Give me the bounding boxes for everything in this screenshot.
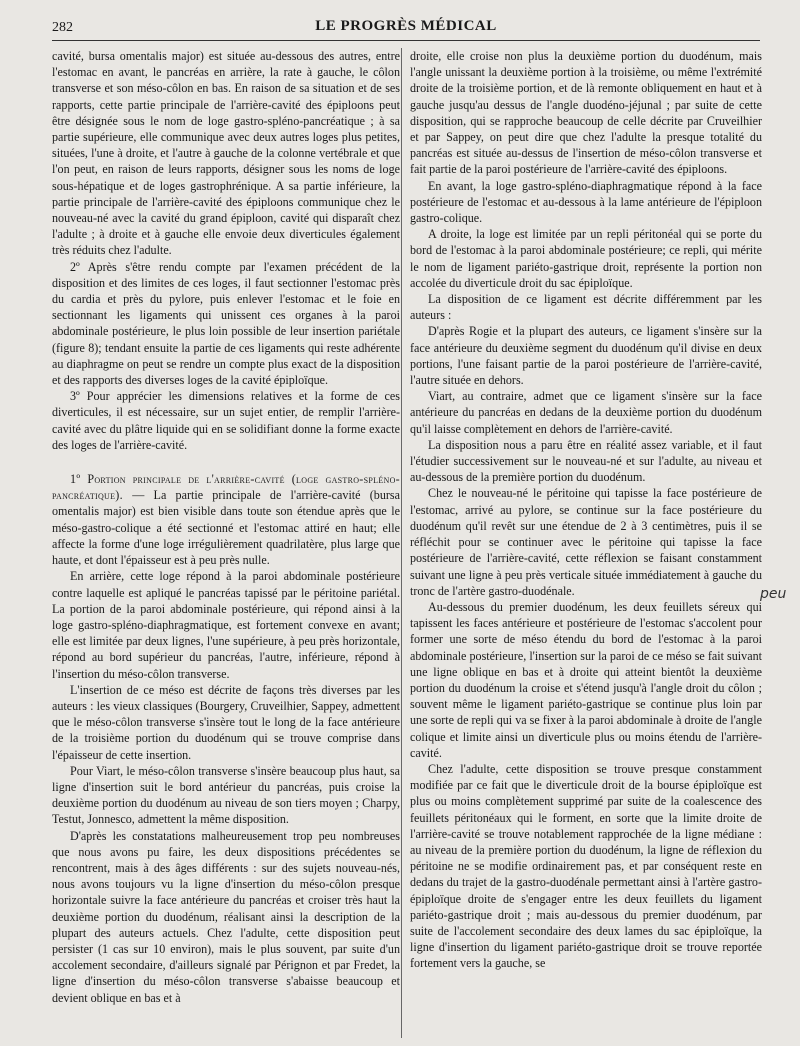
right-column (410, 48, 762, 972)
paragraph-text: — La partie principale de l'arrière-cavité (bursa omentalis major) est bien visible dans toute son étendue après que le méso-gastro-colique a été sectionné et l'estomac attiré en haut; elle affecte la forme d'une loge irrégulièrement quadrilatère, plus large que haute, et dont l'épaisseur est à peu près nulle. (52, 488, 400, 568)
page-header (52, 18, 760, 41)
paragraph: 3º Pour apprécier les dimensions relatives et la forme de ces diverticules, il est nécessaire, sur un sujet entier, de remplir l'arrière-cavité avec du plâtre liquide qui en se solidifiant donne la forme exacte des loges de l'arrière-cavité. (52, 389, 400, 452)
paragraph: En arrière, cette loge répond à la paroi abdominale postérieure contre laquelle est apliqué le pancréas tapissé par le péritoine pariétal. La portion de la paroi abdominale postérieure, qui répond ainsi à la loge gastro-spléno-diaphragmatique, est fortement convexe en avant; elle est limitée par deux lignes, l'une supérieure, à peu près horizontale, répond au bord supérieur du pancréas, l'autre, inférieure, répond à l'insertion du méso-côlon transverse. (52, 569, 400, 681)
paragraph: L'insertion de ce méso est décrite de façons très diverses par les auteurs : les vieux classiques (Bourgery, Cruveilhier, Sappey, admettent que le méso-côlon transverse s'insère tout le long de la face antérieure de la troisième portion du duodénum qui se trouve comprise dans l'épaisseur de cette insertion. (52, 682, 400, 762)
paragraph: Chez l'adulte, cette disposition se trouve presque constamment modifiée par ce fait que le diverticule droit de la bourse épiploïque est plus ou moins complètement supprimé par suite de la coalescence des feuillets péritonéaux qui le forment, en sorte que la limite droite de l'arrière-cavité se trouve notablement rapprochée de la ligne médiane : au niveau de la première portion du duodénum, la ligne de réflexion du péritoine ne se modifie ordinairement pas, et par conséquent reste en dedans du trajet de la gastro-duodénale permettant ainsi à l'artère gastro-épiploïque droite de s'engager entre les deux feuillets du ligament pariéto-gastrique droit ; mais au-dessous du premier duodénum, par suite de l'accolement secondaire des deux lames du sac épiploïque, la ligne d'insertion du ligament pariéto-gastrique droit se trouve reportée fortement vers la gauche, se (410, 761, 762, 971)
handwritten-margin-note: peu (760, 586, 787, 602)
paragraph: D'après les constatations malheureusement trop peu nombreuses que nous avons pu faire, les deux dispositions précédentes se rencontrent, mais à des âges différents : sur des sujets nouveau-nés, nous avons toujours vu la ligne d'insertion du méso-côlon presque horizontale suivre la face antérieure du pancréas et croiser très haut la deuxième portion du duodénum, réalisant ainsi la description de la plupart des auteurs actuels. Chez l'adulte, cette disposition peut persister (1 cas sur 10 environ), mais le plus souvent, par suite d'un accolement secondaire, d'ailleurs signalé par Pérignon et par Fredet, la ligne d'insertion du méso-côlon transverse s'abaisse beaucoup et devient oblique en bas et à (52, 828, 400, 1005)
paragraph: La disposition nous a paru être en réalité assez variable, et il faut l'étudier successivement sur le nouveau-né et sur l'adulte, au niveau et au-dessous de la première portion du duodénum. (410, 437, 762, 485)
paragraph: 2º Après s'être rendu compte par l'examen précédent de la disposition et des limites de ces loges, il faut sectionner l'estomac près du cardia et près du pylore, puis enlever l'estomac et le foie en sectionnant les ligaments qui unissent ces organes à la paroi abdominale postérieure, le plus loin possible de leur insertion pariétale (figure 8); tendant ensuite la partie de ces ligaments qui reste adhérente au diaphragme on peut se rendre un compte plus exact de la disposition et des rapports des diverses loges de la cavité épiploïque. (52, 259, 400, 388)
paragraph: cavité, bursa omentalis major) est située au-dessous des autres, entre l'estomac en avant, le pancréas en arrière, la rate à gauche, le côlon transverse et son méso-côlon en bas. En raison de sa situation et de ses rapports, cette partie principale de l'arrière-cavité des épiploons peut être désignée sous le nom de loge gastro-spléno-pancréatique ; à sa partie supérieure, elle communique avec deux autres loges plus petites, situées, l'une à droite, et l'autre à gauche de la colonne vertébrale et que l'on peut, en raison de leurs rapports, désigner sous les noms de loge sous-hépatique et de loges gastrophrénique. A sa partie inférieure, la partie principale de l'arrière-cavité des épiploons communique chez le nouveau-né avec la cavité du grand épiploon, cavité qui disparaît chez l'adulte ; à droite et à gauche elle envoie deux diverticules également très réduits chez l'adulte. (52, 49, 400, 258)
paragraph: Au-dessous du premier duodénum, les deux feuillets séreux qui tapissent les faces antérieure et postérieure de l'estomac s'accolent pour former une sorte de méso étendu du bord de l'estomac à la paroi abdominale postérieure, l'insertion sur la paroi de ce méso se fait suivant une ligne oblique en bas et à droite qui atteint bientôt la deuxième portion du duodénum la croise et s'étend jusqu'à l'angle droit du côlon ; souvent même le ligament pariéto-gastrique se continue plus loin par une sorte de repli qui va se fixer à la paroi abdominale à droite de l'angle colique et limite ainsi un diverticule plus ou moins étendu de l'arrière-cavité. (410, 599, 762, 760)
paragraph: Viart, au contraire, admet que ce ligament s'insère sur la face antérieure du pancréas en dedans de la deuxième portion du duodénum qu'il laisse complètement en dehors de l'arrière-cavité. (410, 389, 762, 436)
paragraph: En avant, la loge gastro-spléno-diaphragmatique répond à la face postérieure de l'estomac et au-dessous à la lame antérieure de l'épiploon gastro-colique. (410, 178, 762, 226)
paragraph: droite, elle croise non plus la deuxième portion du duodénum, mais l'angle unissant la deuxième portion à la troisième, ou même l'extrémité droite de la troisième portion, et de là remonte obliquement en haut et à gauche jusqu'au dessus de l'angle duodéno-jéjunal ; par suite de cette disposition, qui se rapproche beaucoup de celle décrite par Cruveilhier et par Sappey, on peut dire que chez l'adulte la presque totalité du pancréas est située au-dessus de l'insertion de méso-côlon transverse et fait partie de la paroi postérieure de l'arrière-cavité des épiploons. (410, 49, 762, 177)
left-column (52, 48, 400, 1006)
paragraph: A droite, la loge est limitée par un repli péritonéal qui se porte du bord de l'estomac à la paroi abdominale postérieure; ce repli, qui mérite le nom de ligament pariéto-gastrique droit, représente la portion non accolée du diverticule droit du sac épiploïque. (410, 227, 762, 290)
column-divider (401, 48, 402, 1038)
paragraph: Pour Viart, le méso-côlon transverse s'insère beaucoup plus haut, sa ligne d'insertion suit le bord antérieur du pancréas, puis croise la deuxième portion du duodénum au niveau de son tiers moyen ; Charpy, Testut, Jonnesco, admettent la même disposition. (52, 763, 400, 827)
paragraph: La disposition de ce ligament est décrite différemment par les auteurs : (410, 292, 762, 323)
paragraph: D'après Rogie et la plupart des auteurs, ce ligament s'insère sur la face antérieure du deuxième segment du duodénum qu'il divise en deux portions, l'une faisant partie de la paroi postérieure de l'arrière-cavité, l'autre située en dehors. (410, 324, 762, 388)
section-paragraph (52, 471, 400, 568)
paragraph: Chez le nouveau-né le péritoine qui tapisse la face postérieure de l'estomac, arrivé au pylore, se continue sur la face postérieure du duodénum qu'il revêt sur une étendue de 2 à 3 centimètres, puis il se réfléchit pour se continuer avec le péritoine qui tapisse la face postérieure de l'arrière-cavité, cette réflexion se faisant constamment suivant une ligne à peu près verticale située immédiatement à gauche du tronc de l'artère gastro-duodénale. (410, 486, 762, 598)
section-heading: 1º Portion principale de l'arrière-cavité (loge gastro-spléno-pancréatique). (52, 472, 400, 503)
page-number: 282 (52, 20, 73, 35)
running-title: LE PROGRÈS MÉDICAL (315, 18, 497, 34)
